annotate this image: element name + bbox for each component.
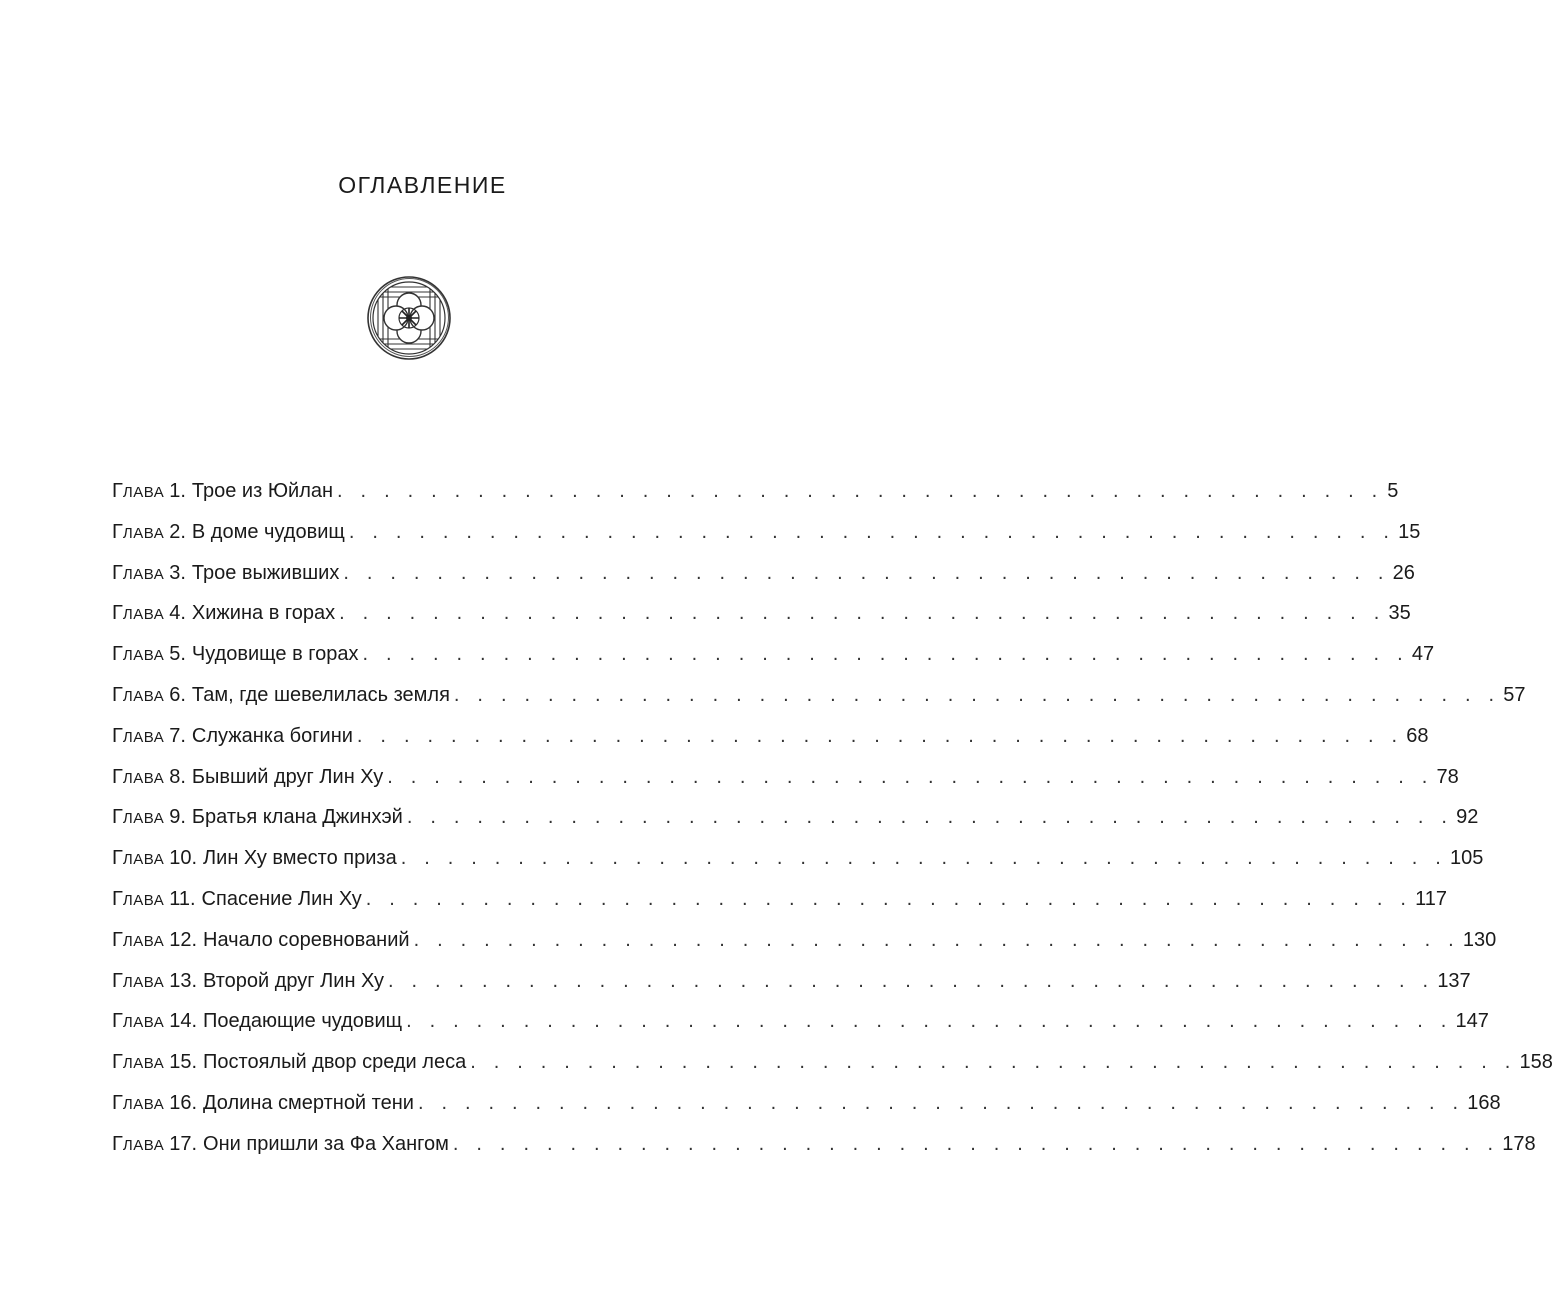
chapter-title: Служанка богини [191,724,353,747]
chapter-label: ГЛАВА [112,602,165,625]
page-number: 78 [1436,765,1459,788]
page-number: 178 [1502,1132,1536,1155]
chapter-label: ГЛАВА [112,765,165,788]
chapter-number: 8. [169,765,186,788]
toc-entry[interactable] [112,924,1497,956]
chapter-label: ГЛАВА [112,969,165,992]
chapter-title: Постоялый двор среди леса [203,1051,467,1074]
chapter-label: ГЛАВА [112,1051,165,1074]
dot-leader: . . . . . . . . . . . . . . . . . . . . . . . . . . . . . . . . . . . . . . . . . . . . . [365,888,1413,910]
dot-leader: . . . . . . . . . . . . . . . . . . . . . . . . . . . . . . . . . . . . . . . . . . . . . [470,1051,1517,1074]
chapter-number: 16. [169,1092,198,1114]
dot-leader: . . . . . . . . . . . . . . . . . . . . . . . . . . . . . . . . . . . . . . . . . . . . . [406,1010,1453,1033]
dot-leader: . . . . . . . . . . . . . . . . . . . . . . . . . . . . . . . . . . . . . . . . . . . . . [452,1132,1500,1155]
toc-entry[interactable] [112,1005,1489,1037]
chapter-title: Трое выживших [191,561,340,584]
chapter-title: В доме чудовищ [191,520,345,543]
page-number: 158 [1519,1051,1553,1074]
chapter-title: Братья клана Джинхэй [191,806,403,829]
toc-entry[interactable] [112,475,1399,507]
chapter-number: 9. [169,806,186,829]
page-number: 147 [1455,1010,1489,1033]
chapter-label: ГЛАВА [112,928,165,951]
chapter-label: ГЛАВА [112,643,165,666]
toc-entry[interactable] [112,597,1411,629]
dot-leader: . . . . . . . . . . . . . . . . . . . . . . . . . . . . . . . . . . . . . . . . . . . . . [387,765,1434,788]
page-number: 15 [1398,520,1421,543]
dot-leader: . . . . . . . . . . . . . . . . . . . . . . . . . . . . . . . . . . . . . . . . . . . . . [337,480,1384,502]
chapter-label: ГЛАВА [112,888,165,910]
toc-entry[interactable] [112,1087,1501,1119]
chapter-title: Чудовище в горах [191,643,359,666]
chapter-title: Второй друг Лин Ху [203,969,384,992]
dot-leader: . . . . . . . . . . . . . . . . . . . . . . . . . . . . . . . . . . . . . . . . . . . . . [348,520,1396,543]
page-number: 47 [1411,643,1435,666]
chapter-number: 6. [169,684,186,706]
chapter-label: ГЛАВА [112,480,165,502]
chapter-title: Там, где шевелилась земля [191,684,450,706]
toc-entry[interactable] [112,1046,1553,1078]
chapter-number: 11. [169,888,196,910]
chapter-label: ГЛАВА [112,724,165,747]
toc-entry[interactable] [112,801,1479,833]
chapter-label: ГЛАВА [112,684,165,706]
dot-leader: . . . . . . . . . . . . . . . . . . . . . . . . . . . . . . . . . . . . . . . . . . . . . [453,684,1501,706]
chapter-number: 14. [169,1010,198,1033]
chapter-label: ГЛАВА [112,520,165,543]
chapter-label: ГЛАВА [112,806,165,829]
chapter-label: ГЛАВА [112,1132,165,1155]
dot-leader: . . . . . . . . . . . . . . . . . . . . . . . . . . . . . . . . . . . . . . . . . . . . . [413,928,1460,951]
toc-entry[interactable] [112,883,1447,915]
page-number: 68 [1406,724,1429,747]
page-number: 105 [1450,847,1484,870]
toc-entry[interactable] [112,965,1471,997]
toc-entry[interactable] [112,761,1459,793]
chapter-title: Трое из Юйлан [191,480,334,502]
dot-leader: . . . . . . . . . . . . . . . . . . . . . . . . . . . . . . . . . . . . . . . . . . . . . [387,969,1435,992]
chapter-title: Спасение Лин Ху [201,888,362,910]
chapter-number: 13. [169,969,198,992]
chapter-number: 10. [169,847,198,870]
chapter-title: Долина смертной тени [203,1092,414,1114]
chapter-title: Лин Ху вместо приза [203,847,397,870]
chapter-number: 4. [169,602,186,625]
toc-entry[interactable] [112,557,1415,589]
chapter-number: 17. [169,1132,198,1155]
toc-entry[interactable] [112,842,1484,874]
dot-leader: . . . . . . . . . . . . . . . . . . . . . . . . . . . . . . . . . . . . . . . . . . . . . [343,561,1390,584]
chapter-title: Хижина в горах [191,602,336,625]
toc-entry[interactable] [112,516,1421,548]
chapter-title: Начало соревнований [203,928,410,951]
chapter-title: Бывший друг Лин Ху [191,765,384,788]
chapter-label: ГЛАВА [112,1010,165,1033]
chapter-number: 7. [169,724,186,747]
page-number: 130 [1462,928,1497,951]
circular-flower-ornament-icon [366,275,452,361]
page-number: 57 [1503,684,1526,706]
page-number: 5 [1387,480,1399,502]
chapter-number: 15. [169,1051,198,1074]
dot-leader: . . . . . . . . . . . . . . . . . . . . . . . . . . . . . . . . . . . . . . . . . . . . . [406,806,1454,829]
toc-entry[interactable] [112,1128,1536,1160]
dot-leader: . . . . . . . . . . . . . . . . . . . . . . . . . . . . . . . . . . . . . . . . . . . . . [356,724,1404,747]
page-number: 26 [1392,561,1415,584]
dot-leader: . . . . . . . . . . . . . . . . . . . . . . . . . . . . . . . . . . . . . . . . . . . . . [339,602,1386,625]
chapter-title: Они пришли за Фа Хангом [203,1132,449,1155]
page-number: 117 [1415,888,1447,910]
chapter-number: 12. [169,928,198,951]
dot-leader: . . . . . . . . . . . . . . . . . . . . . . . . . . . . . . . . . . . . . . . . . . . . . [400,847,1448,870]
toc-entry[interactable] [112,720,1429,752]
page-title: ОГЛАВЛЕНИЕ [338,172,507,198]
dot-leader: . . . . . . . . . . . . . . . . . . . . . . . . . . . . . . . . . . . . . . . . . . . . . [417,1092,1465,1114]
dot-leader: . . . . . . . . . . . . . . . . . . . . . . . . . . . . . . . . . . . . . . . . . . . . . [362,643,1409,666]
chapter-label: ГЛАВА [112,847,165,870]
page-number: 137 [1437,969,1471,992]
toc-entry[interactable] [112,638,1435,670]
toc-entry[interactable] [112,679,1526,711]
chapter-number: 1. [169,480,186,502]
page-number: 92 [1456,806,1479,829]
chapter-label: ГЛАВА [112,561,165,584]
chapter-label: ГЛАВА [112,1092,165,1114]
chapter-number: 5. [169,643,186,666]
chapter-title: Поедающие чудовищ [203,1010,403,1033]
page-number: 168 [1467,1092,1501,1114]
chapter-number: 2. [169,520,186,543]
page-number: 35 [1388,602,1411,625]
chapter-number: 3. [169,561,186,584]
